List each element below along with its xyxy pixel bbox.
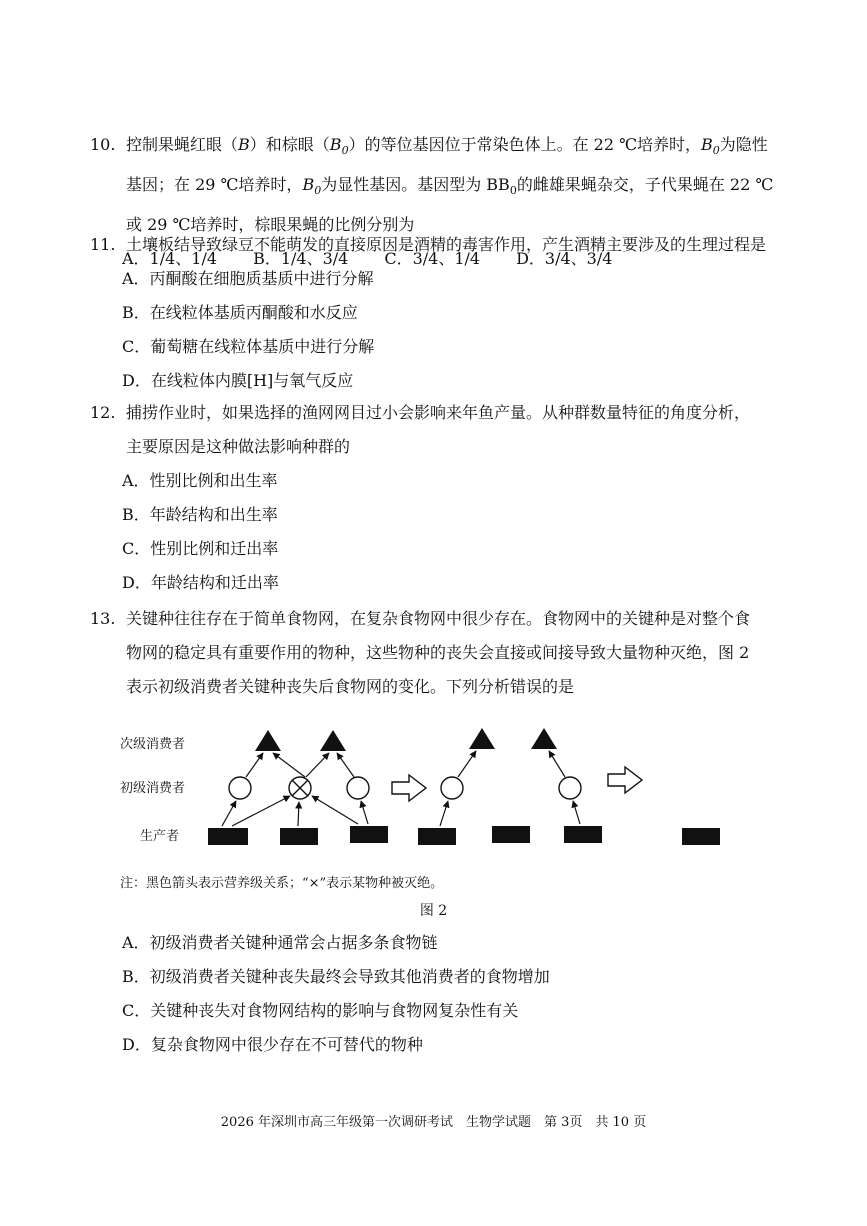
primary-consumer-circle	[347, 777, 369, 799]
producer-rect	[208, 828, 248, 845]
q11-option-a: A．丙酮酸在细胞质基质中进行分解	[122, 269, 374, 288]
q10-line-2: 基因；在 29 ℃培养时，$B_0$为显性基因。基因型为 $BB_0$的雌雄果蝇杂交，子代果蝇在 22 ℃	[126, 175, 774, 198]
transition-arrow-icon	[608, 767, 642, 793]
q13-line-1: 13. 关键种往往存在于简单食物网，在复杂食物网中很少存在。食物网中的关键种是对整个食	[90, 602, 790, 636]
label-primary-consumer: 初级消费者	[120, 781, 186, 796]
food-web-diagram	[118, 718, 758, 858]
q13-number: 13.	[90, 609, 116, 628]
q12-line-2: 主要原因是这种做法影响种群的	[126, 437, 351, 456]
q11-option-c: C．葡萄糖在线粒体基质中进行分解	[122, 337, 375, 356]
panel-after-extinction	[418, 728, 602, 845]
secondary-consumer-triangle	[320, 730, 346, 751]
q10-line-3: 或 29 ℃培养时，棕眼果蝇的比例分别为	[126, 215, 415, 235]
q10-option-a: A．1/4、1/4	[122, 249, 218, 269]
q11-option-b: B．在线粒体基质丙酮酸和水反应	[122, 303, 358, 322]
q13-line-2: 物网的稳定具有重要作用的物种，这些物种的丧失会直接或间接导致大量物种灭绝，图 2	[126, 643, 750, 662]
producer-rect	[492, 826, 530, 843]
producer-rect	[564, 826, 602, 843]
panel-final	[682, 828, 720, 845]
q13-option-c: C．关键种丧失对食物网结构的影响与食物网复杂性有关	[122, 1001, 519, 1020]
q11-option-d: D．在线粒体内膜[H]与氧气反应	[122, 371, 354, 390]
transition-arrow-icon	[392, 775, 426, 801]
q12-line-1: 12. 捕捞作业时，如果选择的渔网网目过小会影响来年鱼产量。从种群数量特征的角度分析，	[90, 396, 790, 430]
primary-consumer-circle	[441, 777, 463, 799]
question-11	[90, 228, 790, 398]
q10-option-b: B．1/4、3/4	[253, 249, 349, 269]
secondary-consumer-triangle	[255, 730, 281, 751]
q11-number: 11.	[90, 235, 116, 254]
producer-rect	[350, 826, 388, 843]
q12-option-d: D．年龄结构和迁出率	[122, 573, 279, 592]
q10-option-d: D．3/4、3/4	[516, 249, 613, 269]
q10-option-c: C．3/4、1/4	[384, 249, 481, 269]
q13-options	[90, 926, 790, 1062]
label-secondary-consumer: 次级消费者	[120, 737, 186, 752]
producer-rect	[280, 828, 318, 845]
q13-line-3: 表示初级消费者关键种丧失后食物网的变化。下列分析错误的是	[126, 677, 575, 696]
secondary-consumer-triangle	[531, 728, 557, 749]
q11-stem: 11. 土壤板结导致绿豆不能萌发的直接原因是酒精的毒害作用，产生酒精主要涉及的生理过程是	[90, 228, 790, 262]
question-12	[90, 396, 790, 600]
q12-option-b: B．年龄结构和出生率	[122, 505, 278, 524]
label-producer: 生产者	[140, 829, 180, 844]
q10-number: 10.	[90, 135, 116, 154]
figure-caption: 图 2	[419, 903, 448, 919]
primary-consumer-circle	[559, 777, 581, 799]
secondary-consumer-triangle	[469, 728, 495, 749]
producer-rect	[682, 828, 720, 845]
q12-option-a: A．性别比例和出生率	[122, 471, 278, 490]
q12-option-c: C．性别比例和迁出率	[122, 539, 279, 558]
q13-option-b: B．初级消费者关键种丧失最终会导致其他消费者的食物增加	[122, 967, 550, 986]
extinct-keystone-species	[289, 777, 311, 799]
producer-rect	[418, 828, 456, 845]
panel-before	[208, 730, 388, 845]
q13-option-d: D．复杂食物网中很少存在不可替代的物种	[122, 1035, 423, 1054]
page-footer: 2026 年深圳市高三年级第一次调研考试 生物学试题 第 3页 共 10 页	[220, 1115, 647, 1130]
primary-consumer-circle	[229, 777, 251, 799]
q12-number: 12.	[90, 403, 116, 422]
figure-note: 注：黑色箭头表示营养级关系；“×”表示某物种被灭绝。	[120, 876, 444, 891]
q13-option-a: A．初级消费者关键种通常会占据多条食物链	[122, 933, 438, 952]
question-13	[90, 602, 790, 704]
q10-line-1: 10. 控制果蝇红眼（B）和棕眼$(B_0)$的等位基因位于常染色体上。在 22 ℃培养时，$B_0$为隐性	[90, 128, 790, 168]
